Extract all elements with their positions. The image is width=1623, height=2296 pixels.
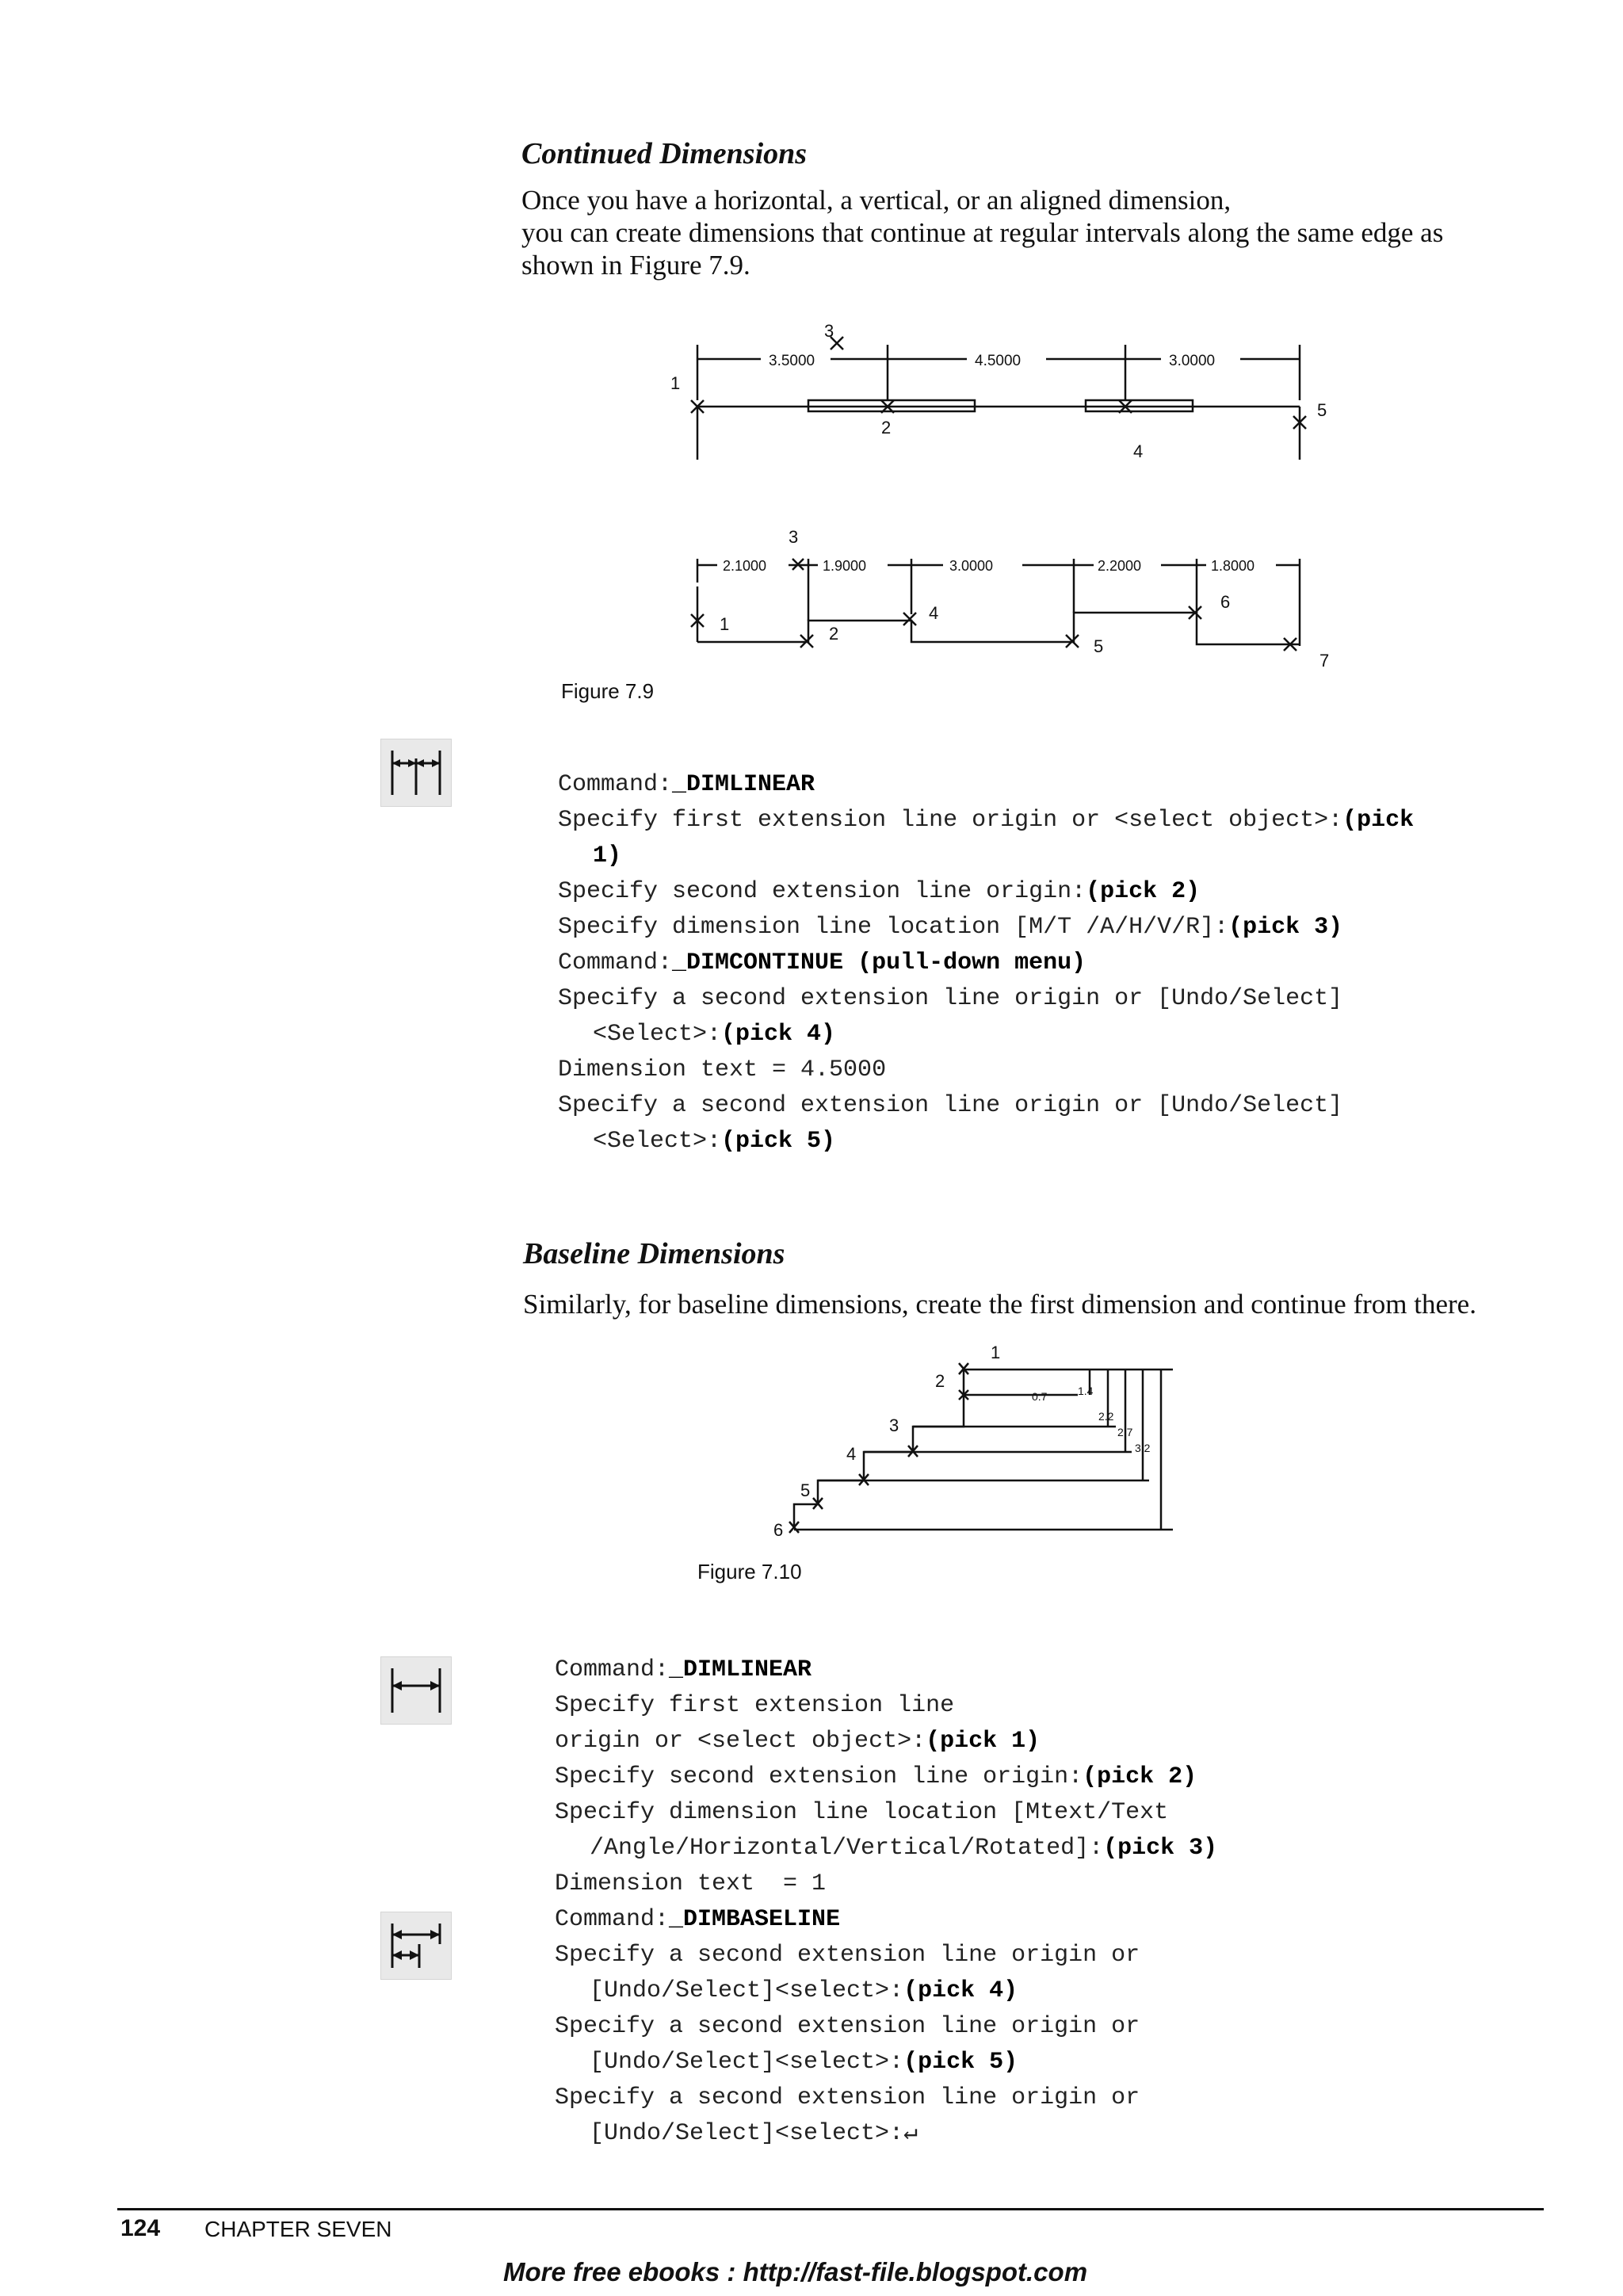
figure-7-9: [650, 313, 1363, 686]
figure-7-10: [729, 1339, 1220, 1545]
pick-label: 1: [720, 614, 730, 634]
pick-label: 3: [789, 527, 799, 547]
command-input: (pick 3): [1228, 914, 1343, 941]
command-line: [555, 2080, 1217, 2116]
dim-label: 2.7: [1117, 1426, 1133, 1438]
dim-label: 3.5000: [769, 353, 815, 369]
command-input: (pick 4): [721, 1021, 836, 1048]
command-line: [558, 1017, 1414, 1052]
command-line: [558, 1124, 1414, 1159]
command-prompt: Command:: [558, 771, 673, 798]
command-line: [555, 1795, 1217, 1831]
command-prompt: Specify second extension line origin:: [558, 878, 1086, 905]
section-heading-baseline: Baseline Dimensions: [523, 1237, 785, 1270]
section-paragraph-continued: [521, 184, 1552, 281]
command-input: (pick 5): [903, 2049, 1018, 2076]
dimbaseline-icon: [380, 1912, 452, 1980]
command-line: [555, 1831, 1217, 1866]
command-prompt: [Undo/Select]<select>:: [590, 2049, 904, 2076]
command-prompt: origin or <select object>:: [555, 1728, 926, 1755]
pick-label: 6: [1220, 592, 1231, 612]
command-line: [558, 1088, 1414, 1124]
promo-link[interactable]: More free ebooks : http://fast-file.blogspot.com: [503, 2257, 1088, 2286]
command-prompt: Specify first extension line: [555, 1692, 955, 1719]
pick-label: 4: [929, 603, 939, 623]
command-prompt: <Select>:: [593, 1128, 722, 1155]
command-input: (pick 4): [903, 1977, 1018, 2004]
chapter-label: CHAPTER SEVEN: [204, 2217, 392, 2241]
command-line: [555, 2045, 1217, 2080]
pick-label: 1: [670, 373, 681, 393]
figure-caption: Figure 7.10: [697, 1560, 802, 1584]
dim-label: 3.0000: [1169, 353, 1216, 369]
command-line: [558, 767, 1414, 803]
command-prompt: Specify a second extension line origin or: [555, 2013, 1140, 2040]
page-number: 124: [120, 2215, 161, 2241]
command-input: (pick 1): [926, 1728, 1041, 1755]
pick-label: 2: [935, 1371, 945, 1391]
command-prompt: Specify second extension line origin:: [555, 1763, 1083, 1790]
command-line: [555, 2009, 1217, 2045]
command-input: (pick 5): [721, 1128, 836, 1155]
command-input: _DIMLINEAR: [672, 771, 815, 798]
command-prompt: Specify a second extension line origin or [Undo/Select]: [558, 985, 1343, 1012]
command-line: [555, 1759, 1217, 1795]
command-input: 1): [593, 842, 622, 869]
paragraph-line: you can create dimensions that continue at regular intervals along the same edge as: [521, 217, 1444, 248]
command-prompt: Dimension text = 4.5000: [558, 1056, 887, 1083]
dim-label: 3.2: [1135, 1442, 1151, 1454]
pick-label: 5: [800, 1480, 811, 1500]
command-line: [555, 1866, 1217, 1902]
command-prompt: [Undo/Select]<select>:: [590, 1977, 904, 2004]
section-heading-continued: Continued Dimensions: [521, 137, 808, 170]
dim-label: 2.2000: [1098, 558, 1142, 574]
command-listing: [558, 767, 1414, 1159]
command-input: _DIMCONTINUE (pull-down menu): [672, 949, 1086, 976]
command-line: [558, 803, 1414, 839]
dim-label: 2.1000: [723, 558, 767, 574]
pick-label: 4: [846, 1444, 857, 1464]
command-line: [555, 1902, 1217, 1938]
command-line: [558, 981, 1414, 1017]
command-prompt: Specify first extension line origin or <select object>:: [558, 807, 1343, 834]
command-line: [555, 1973, 1217, 2009]
dimlinear-icon: [380, 1656, 452, 1725]
command-line: [555, 1652, 1217, 1688]
figure-caption: Figure 7.9: [561, 679, 655, 703]
footer-rule: [117, 2208, 1544, 2210]
command-prompt: Dimension text = 1: [555, 1870, 827, 1897]
command-prompt: Specify a second extension line origin or [Undo/Select]: [558, 1092, 1343, 1119]
dim-label: 4.5000: [975, 353, 1022, 369]
pick-label: 3: [889, 1415, 899, 1435]
command-input: _DIMBASELINE: [669, 1906, 841, 1933]
pick-label: 4: [1133, 441, 1144, 461]
paragraph-line: shown in Figure 7.9.: [521, 250, 750, 281]
dim-label: 1.8000: [1211, 558, 1255, 574]
command-prompt: Command:: [555, 1906, 670, 1933]
pick-label: 5: [1317, 400, 1327, 420]
command-prompt: Specify dimension line location [Mtext/Text: [555, 1799, 1169, 1826]
pick-label: 7: [1319, 651, 1330, 670]
pick-label: 2: [881, 418, 892, 437]
command-input: (pick 2): [1083, 1763, 1197, 1790]
command-line: [558, 910, 1414, 946]
paragraph-line: Once you have a horizontal, a vertical, or an aligned dimension,: [521, 185, 1232, 216]
pick-label: 2: [829, 624, 839, 644]
dim-label: 1.4: [1078, 1385, 1094, 1397]
dimlinear-continue-icon: [380, 739, 452, 807]
command-input: (pick: [1342, 807, 1415, 834]
command-prompt: Specify dimension line location [M/T /A/H/V/R]:: [558, 914, 1229, 941]
pick-label: 3: [824, 321, 834, 341]
pick-label: 6: [773, 1520, 784, 1540]
command-prompt: <Select>:: [593, 1021, 722, 1048]
command-line: [555, 1724, 1217, 1759]
command-prompt: Specify a second extension line origin or: [555, 1942, 1140, 1969]
command-input: _DIMLINEAR: [669, 1656, 812, 1683]
command-line: [558, 1052, 1414, 1088]
command-prompt: Specify a second extension line origin or: [555, 2084, 1140, 2111]
command-line: [558, 874, 1414, 910]
command-line: [555, 2116, 1217, 2152]
command-prompt: [Undo/Select]<select>:↵: [590, 2120, 918, 2147]
pick-label: 5: [1094, 636, 1104, 656]
command-prompt: /Angle/Horizontal/Vertical/Rotated]:: [590, 1835, 1104, 1862]
pick-label: 1: [991, 1343, 1001, 1362]
dim-label: 1.9000: [823, 558, 867, 574]
dim-label: 2.2: [1098, 1410, 1114, 1423]
dim-label: 3.0000: [949, 558, 994, 574]
command-input: (pick 2): [1086, 878, 1201, 905]
command-line: [558, 946, 1414, 981]
command-line: [555, 1688, 1217, 1724]
command-prompt: Command:: [558, 949, 673, 976]
section-paragraph-baseline: Similarly, for baseline dimensions, create the first dimension and continue from there.: [523, 1289, 1476, 1320]
command-input: (pick 3): [1103, 1835, 1218, 1862]
command-prompt: Command:: [555, 1656, 670, 1683]
command-listing: [555, 1652, 1217, 2152]
command-line: [558, 839, 1414, 874]
command-line: [555, 1938, 1217, 1973]
dim-label: 0.7: [1032, 1390, 1048, 1403]
